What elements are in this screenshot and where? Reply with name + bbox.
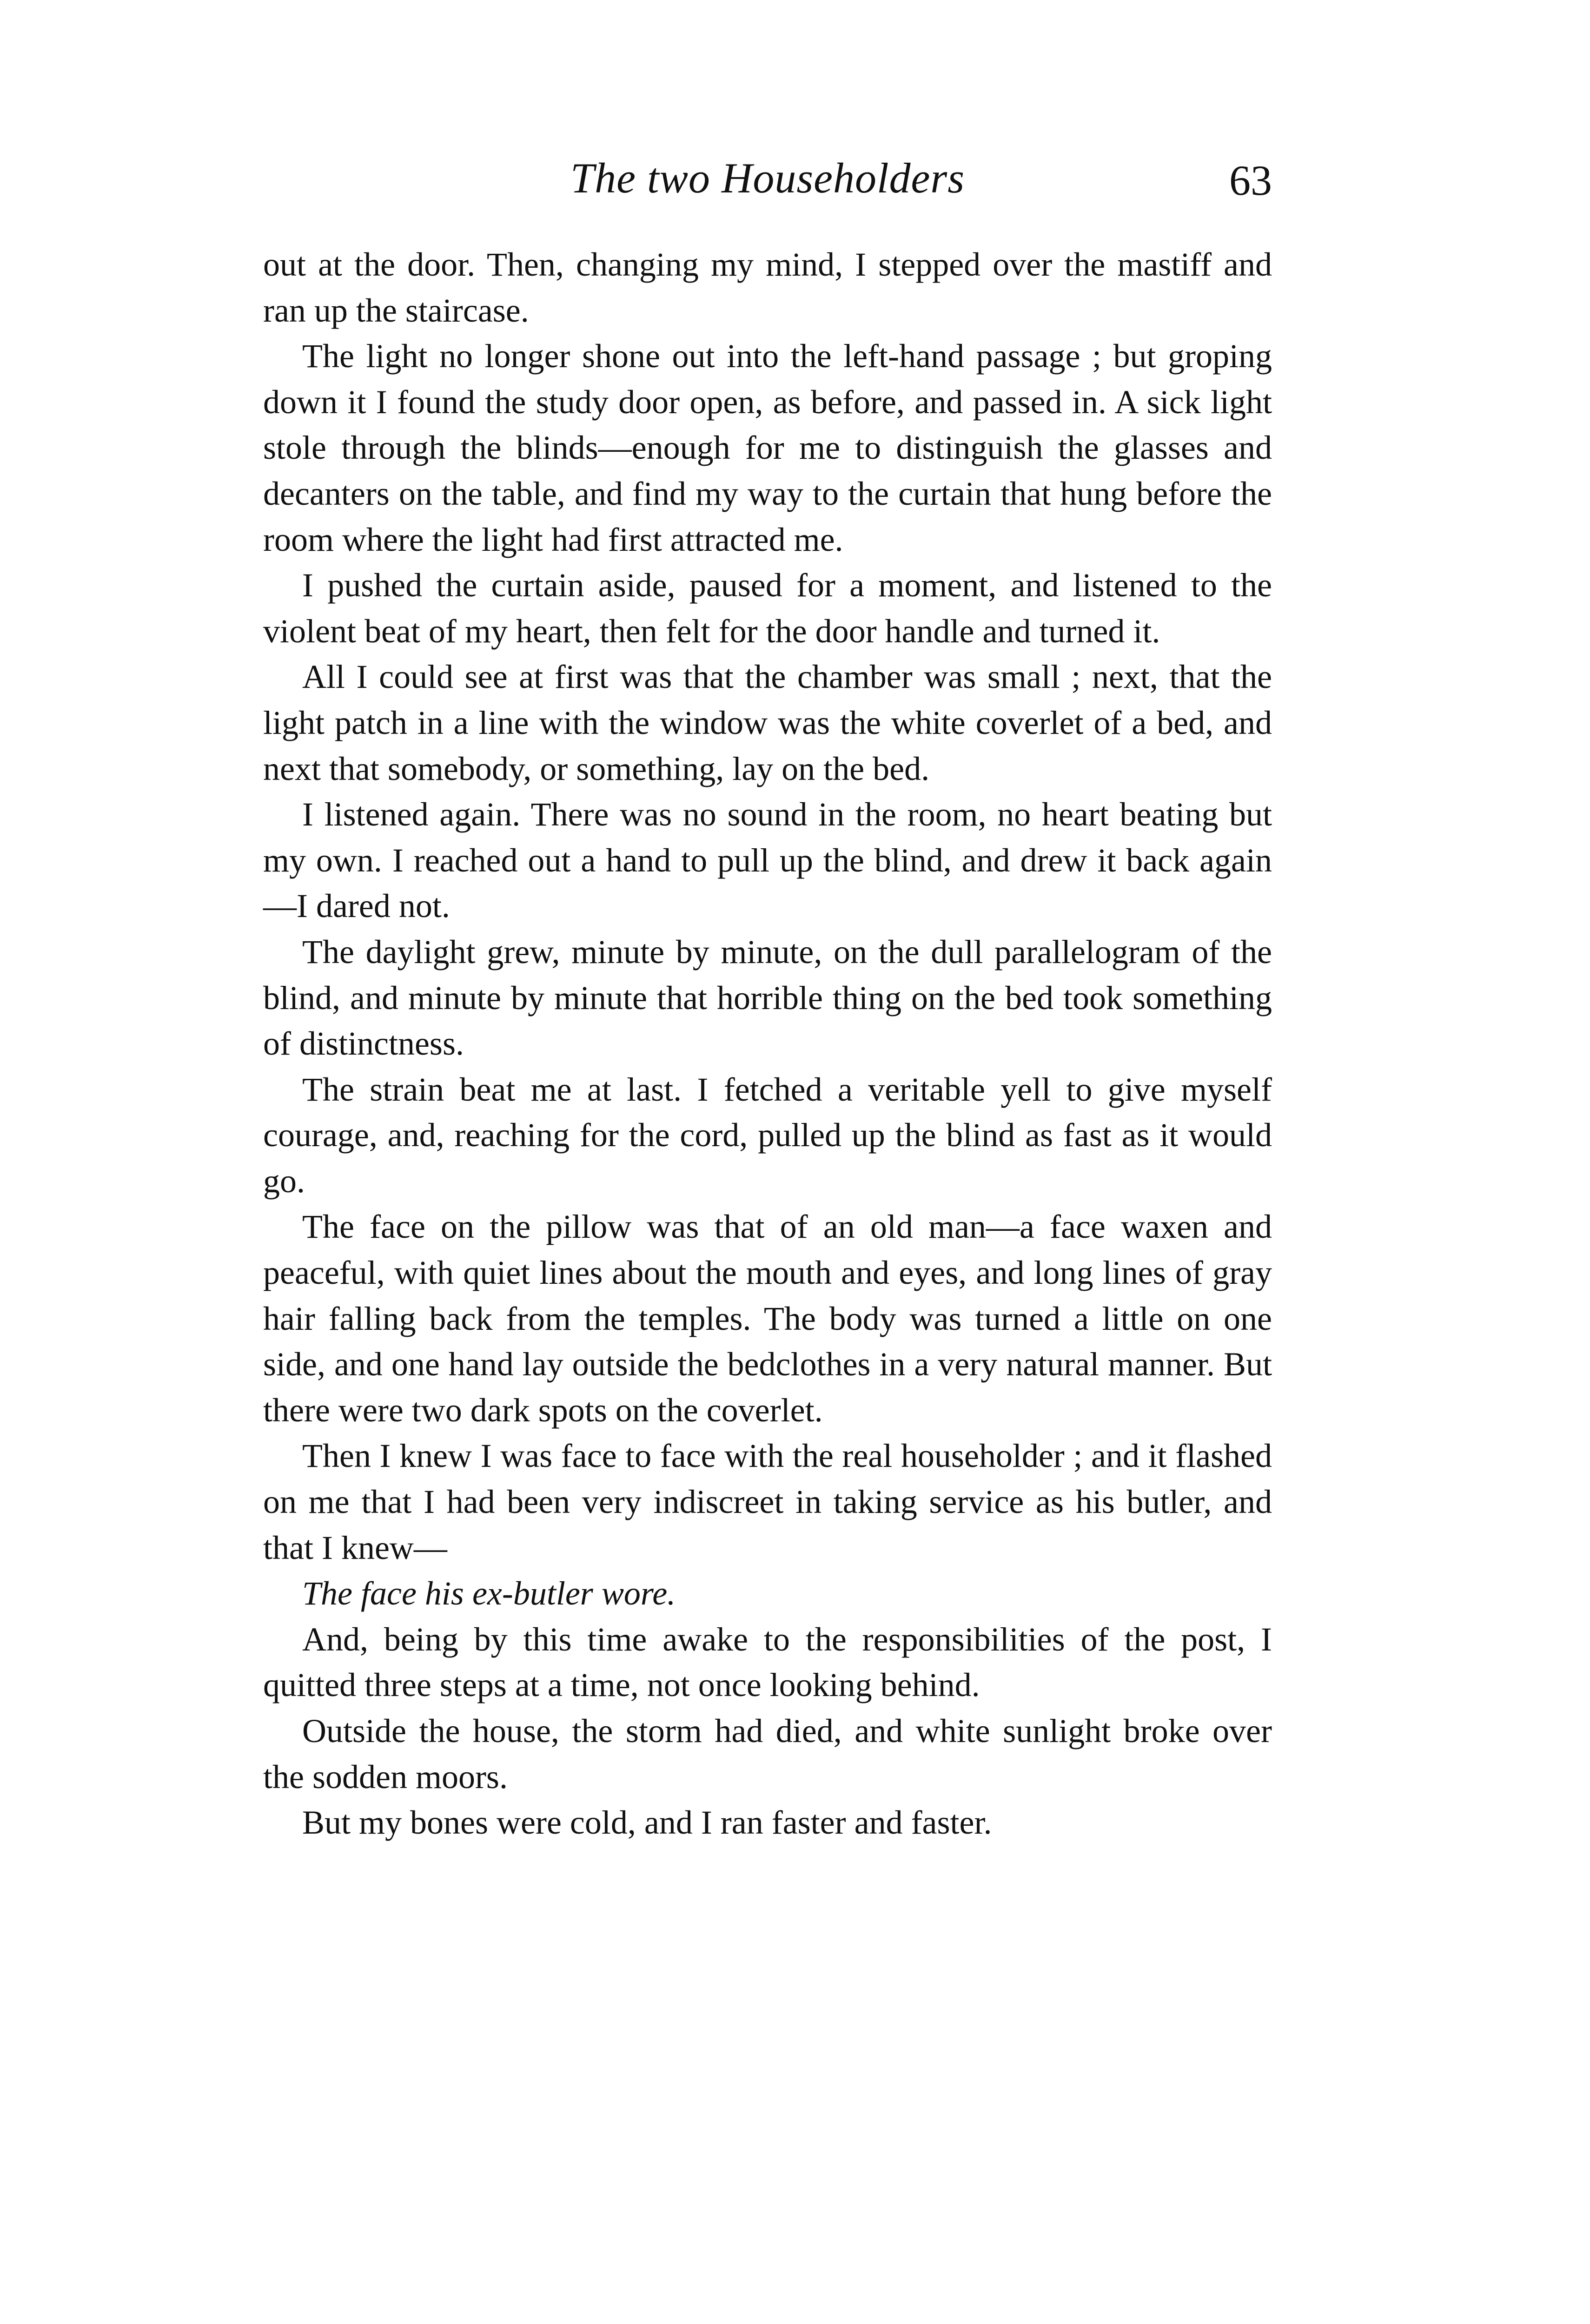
paragraph-13: But my bones were cold, and I ran faster and faster. (302, 1804, 992, 1842)
paragraph-11: And, being by this time awake to the responsibilities of the post, I quitted three steps at a time, not once looking behind. (263, 1620, 1272, 1704)
paragraph-2: The light no longer shone out into the left-hand passage ; but groping down it I found the study door open, as before, and passed in. A sick light stole through the blinds—enough for me to distinguish the glasses and decanters on the table, and find my way to the curtain that hung before the room where the light had first attracted me. (263, 337, 1272, 558)
paragraph-10-italic: The face his ex-butler wore. (302, 1575, 676, 1612)
running-head (263, 148, 1272, 208)
paragraph-4: All I could see at first was that the chamber was small ; next, that the light patch in a line with the window was the white coverlet of a bed, and next that somebody, or something, lay on the bed. (263, 658, 1272, 787)
paragraph-1: out at the door. Then, changing my mind, I stepped over the mastiff and ran up the staircase. (263, 246, 1272, 329)
paragraph-6: The daylight grew, minute by minute, on the dull parallelogram of the blind, and minute by minute that horrible thing on the bed took something of distinctness. (263, 933, 1272, 1063)
paragraph-7: The strain beat me at last. I fetched a veritable yell to give myself courage, and, reaching for the cord, pulled up the blind as fast as it would go. (263, 1070, 1272, 1200)
running-title: The two Householders (570, 154, 965, 202)
paragraph-8: The face on the pillow was that of an old man—a face waxen and peaceful, with quiet lines about the mouth and eyes, and long lines of gray hair falling back from the temples. The body was turned a little on one side, and one hand lay outside the bedclothes in a very natural manner. But there were two dark spots on the coverlet. (263, 1208, 1272, 1429)
paragraph-12: Outside the house, the storm had died, and white sunlight broke over the sodden moors. (263, 1712, 1272, 1796)
paragraph-5: I listened again. There was no sound in the room, no heart beating but my own. I reached out a hand to pull up the blind, and drew it back again—I dared not. (263, 796, 1272, 925)
paragraph-9: Then I knew I was face to face with the real householder ; and it flashed on me that I had been very indiscreet in taking service as his butler, and that I knew— (263, 1437, 1272, 1566)
body-text (263, 242, 1272, 1846)
page-number: 63 (1229, 157, 1272, 204)
paragraph-3: I pushed the curtain aside, paused for a moment, and listened to the violent beat of my heart, then felt for the door handle and turned it. (263, 567, 1272, 650)
